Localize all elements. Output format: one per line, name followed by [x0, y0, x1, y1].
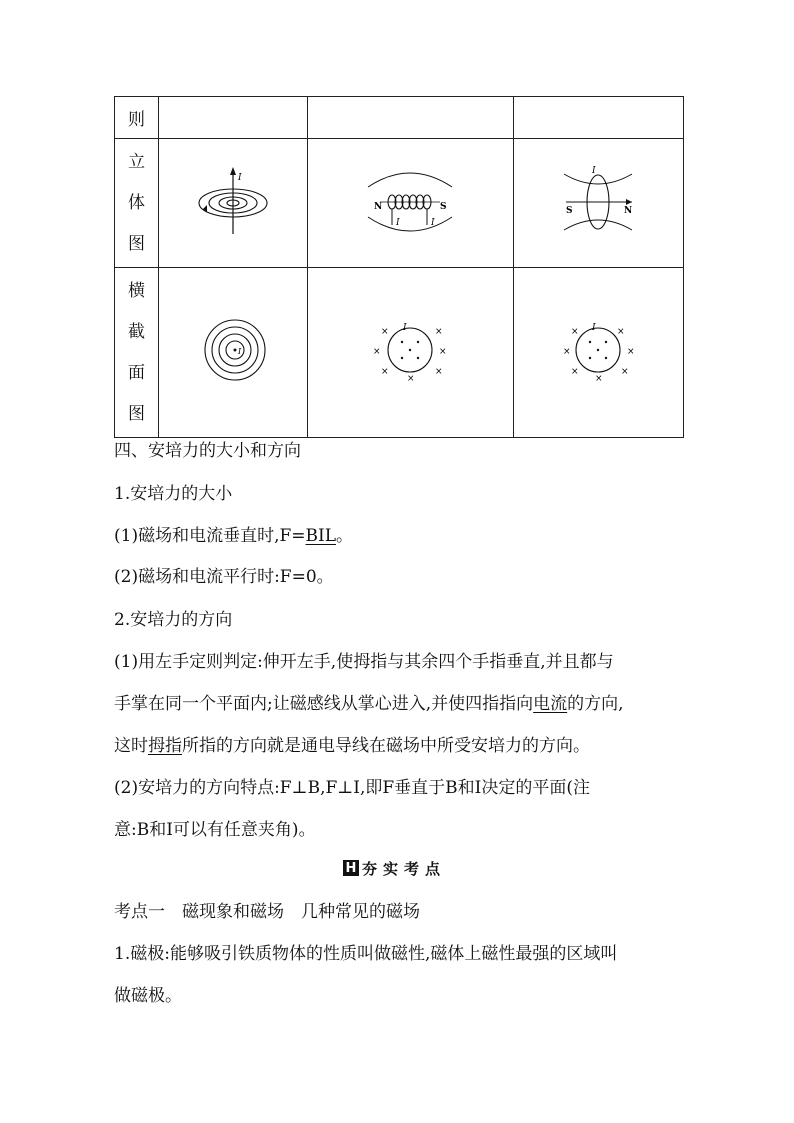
solenoid-cross-diagram: [308, 268, 513, 433]
badge-text: 夯实考点: [362, 859, 447, 878]
current-loop-3d-diagram: [514, 139, 683, 263]
loop-south-label: S: [566, 206, 573, 216]
svg-text:×: ×: [571, 367, 579, 377]
magnetic-field-table: [114, 96, 684, 438]
solenoid-current-label-right: I: [431, 218, 435, 228]
section4-heading: 四、安培力的大小和方向: [114, 441, 301, 461]
p1-formula: BIL: [305, 526, 337, 546]
section4-p3-line1: (1)用左手定则判定:伸开左手,使拇指与其余四个手指垂直,并且都与: [114, 652, 614, 672]
rule-cell-wire: [159, 97, 308, 139]
section4-p2: (2)磁场和电流平行时:F=0。: [114, 567, 334, 587]
section4-p3-line3: [114, 736, 694, 756]
section4-sub1: 1.安培力的大小: [114, 484, 233, 504]
section4-p4-line1: (2)安培力的方向特点:F⊥B,F⊥I,即F垂直于B和I决定的平面(注: [114, 778, 591, 798]
cross-solenoid-cell: [308, 268, 514, 438]
kaodian-p1-line2: 做磁极。: [114, 986, 182, 1006]
section4-sub2: 2.安培力的方向: [114, 610, 233, 630]
loop-north-label: N: [624, 206, 633, 216]
straight-wire-cross-diagram: [159, 268, 307, 433]
svg-text:×: ×: [571, 327, 579, 337]
cross-label-char: 截: [128, 321, 145, 342]
section-badge: [343, 858, 446, 878]
p3-line3-underline: 拇指: [148, 736, 182, 756]
svg-text:×: ×: [617, 327, 625, 337]
svg-text:×: ×: [435, 327, 443, 337]
stereo-label-char: 体: [128, 192, 145, 213]
stereo-label: [115, 139, 159, 268]
wire-current-label: I: [238, 173, 242, 183]
p3-line2-suffix: 的方向,: [567, 694, 624, 714]
p3-line3-prefix: 这时: [114, 736, 148, 756]
badge-letter: H: [343, 860, 359, 876]
stereo-solenoid-cell: [308, 139, 514, 268]
svg-text:×: ×: [381, 367, 389, 377]
svg-text:×: ×: [407, 374, 415, 384]
section4-p1: [114, 526, 694, 546]
rule-label-cell: [115, 97, 159, 139]
current-loop-cross-diagram: [514, 268, 683, 433]
rule-cell-solenoid: [308, 97, 514, 139]
p1-suffix: 。: [336, 526, 354, 546]
solenoid-north-label: N: [374, 202, 383, 212]
kaodian-p1-line1: 1.磁极:能够吸引铁质物体的性质叫做磁性,磁体上磁性最强的区域叫: [114, 944, 618, 964]
loop-current-label: I: [592, 166, 596, 176]
cross-label-char: 面: [128, 362, 145, 383]
svg-text:×: ×: [595, 374, 603, 384]
cross-wire-current-label: I: [238, 347, 242, 356]
stereo-label-char: 立: [128, 151, 145, 172]
p1-prefix: (1)磁场和电流垂直时,F=: [114, 526, 306, 546]
section4-p3-line2: [114, 694, 694, 714]
svg-text:×: ×: [627, 347, 635, 357]
solenoid-3d-diagram: [308, 139, 513, 263]
solenoid-current-label-left: I: [396, 218, 400, 228]
cross-solenoid-current-label: I: [403, 323, 407, 333]
svg-text:×: ×: [381, 327, 389, 337]
section4-p4-line2: 意:B和I可以有任意夹角)。: [114, 820, 316, 840]
stereo-loop-cell: [514, 139, 684, 268]
svg-text:×: ×: [373, 347, 381, 357]
cross-loop-cell: [514, 268, 684, 438]
cross-label-char: 图: [128, 403, 145, 424]
rule-cell-loop: [514, 97, 684, 139]
cross-label: [115, 268, 159, 438]
cross-loop-current-label: I: [592, 323, 596, 333]
svg-text:×: ×: [439, 347, 447, 357]
table-row-rule: [115, 97, 684, 139]
p3-line3-suffix: 所指的方向就是通电导线在磁场中所受安培力的方向。: [182, 736, 590, 756]
rule-label: 则: [128, 110, 145, 130]
cross-label-char: 横: [128, 280, 145, 301]
stereo-wire-cell: [159, 139, 308, 268]
svg-text:×: ×: [621, 367, 629, 377]
table-row-stereo: [115, 139, 684, 268]
solenoid-south-label: S: [440, 202, 447, 212]
stereo-label-char: 图: [128, 233, 145, 254]
cross-wire-cell: [159, 268, 308, 438]
kaodian-heading: 考点一 磁现象和磁场 几种常见的磁场: [114, 902, 420, 922]
table-row-cross: [115, 268, 684, 438]
p3-line2-underline: 电流: [533, 694, 568, 714]
p3-line2-prefix: 手掌在同一个平面内;让磁感线从掌心进入,并使四指指向: [114, 694, 534, 714]
straight-wire-3d-diagram: [159, 139, 307, 263]
svg-text:×: ×: [435, 367, 443, 377]
svg-text:×: ×: [563, 347, 571, 357]
